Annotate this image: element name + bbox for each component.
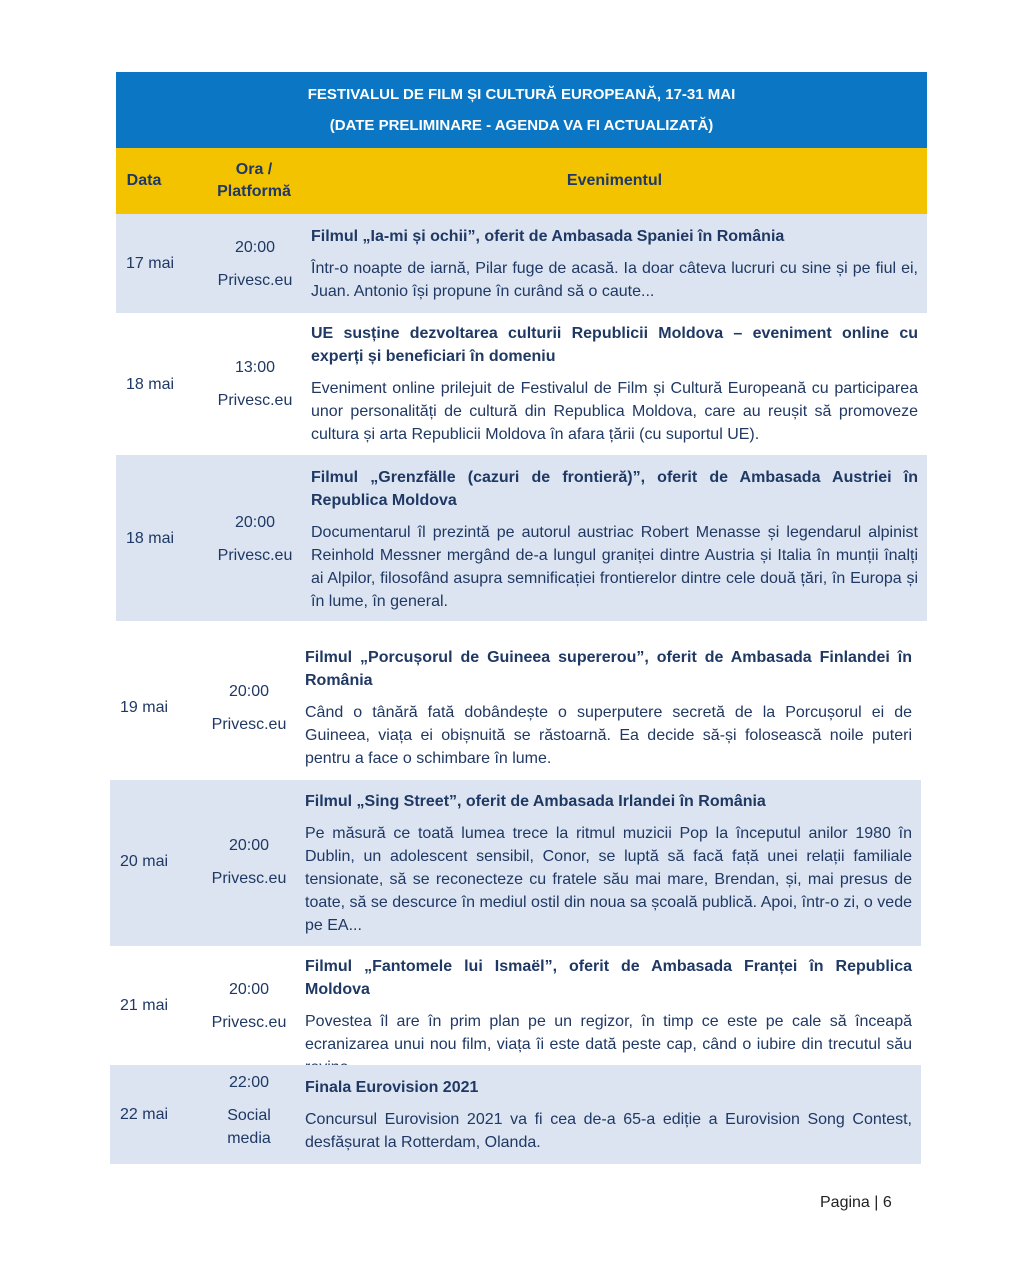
agenda-title: FESTIVALUL DE FILM ȘI CULTURĂ EUROPEANĂ, 17-31 MAI — [307, 86, 736, 103]
row-time — [204, 1071, 294, 1150]
event-title: Filmul „Porcușorul de Guineea supererou”, oferit de Ambasada Finlandei în România — [305, 649, 912, 689]
row-time — [210, 351, 300, 417]
row-time-hour: 20:00 — [228, 683, 270, 700]
row-event — [311, 322, 918, 446]
event-title: Filmul „Grenzfälle (cazuri de frontieră)”, oferit de Ambasada Austriei în Republica Moldova — [311, 469, 918, 509]
row-event — [305, 955, 912, 1079]
column-header-time — [204, 148, 304, 214]
row-event — [311, 225, 918, 303]
row-platform: Privesc.eu — [217, 547, 293, 564]
row-time — [204, 675, 294, 741]
event-description: Într-o noapte de iarnă, Pilar fuge de acasă. Ia doar câteva lucruri cu sine și pe fiul ei, Juan. Antonio își propune în curând să o caute... — [311, 260, 918, 300]
row-date: 20 mai — [120, 853, 169, 870]
column-header-date: Data — [126, 172, 162, 189]
column-header-time-line1: Ora / — [235, 161, 273, 178]
row-time-hour: 20:00 — [228, 837, 270, 854]
agenda-title-banner — [116, 72, 927, 148]
event-description: Concursul Eurovision 2021 va fi cea de-a 65-a ediție a Eurovision Song Contest, desfășurat la Rotterdam, Olanda. — [305, 1111, 912, 1151]
event-title: Filmul „Sing Street”, oferit de Ambasada Irlandei în România — [305, 793, 766, 810]
row-event — [305, 646, 912, 770]
row-date: 21 mai — [120, 997, 169, 1014]
event-description: Pe măsură ce toată lumea trece la ritmul muzicii Pop la începutul anilor 1980 în Dublin, un adolescent sensibil, Conor, se luptă să facă față unei relații familiale tensionate, să se reconecteze cu fratele său mai mare, Brendan, și, mai presus de toate, să se descurce în mediul ostil din noua sa școală publică. Apoi, într-o zi, o vede pe EA... — [305, 825, 912, 934]
agenda-subtitle: (DATE PRELIMINARE - AGENDA VA FI ACTUALIZATĂ) — [329, 117, 714, 134]
row-platform: Social media — [227, 1107, 271, 1147]
row-platform: Privesc.eu — [217, 272, 293, 289]
row-time-hour: 20:00 — [234, 239, 276, 256]
row-event — [305, 1076, 912, 1154]
row-platform: Privesc.eu — [217, 392, 293, 409]
row-time — [210, 506, 300, 572]
row-time-hour: 13:00 — [234, 359, 276, 376]
column-header-event: Evenimentul — [566, 172, 663, 189]
row-event — [311, 466, 918, 613]
row-date: 19 mai — [120, 699, 169, 716]
row-time — [204, 973, 294, 1039]
row-time-hour: 22:00 — [228, 1074, 270, 1091]
event-title: UE susține dezvoltarea culturii Republicii Moldova – eveniment online cu experți și beneficiari în domeniu — [311, 325, 918, 365]
event-title: Finala Eurovision 2021 — [305, 1079, 479, 1096]
row-event — [305, 790, 912, 937]
event-title: Filmul „Ia-mi și ochii”, oferit de Ambasada Spaniei în România — [311, 228, 785, 245]
row-platform: Privesc.eu — [211, 716, 287, 733]
row-time-hour: 20:00 — [228, 981, 270, 998]
event-description: Când o tânără fată dobândește o superputere secretă de la Porcușorul ei de Guineea, viața ei obișnuită se răstoarnă. Ea decide să-și folosească noile puteri pentru a face o schimbare în lume. — [305, 704, 912, 767]
row-date: 18 mai — [126, 530, 175, 547]
row-time — [210, 231, 300, 297]
event-title: Filmul „Fantomele lui Ismaël”, oferit de Ambasada Franței în Republica Moldova — [305, 958, 912, 998]
event-description: Povestea îl are în prim plan pe un regizor, în timp ce este pe cale să înceapă ecranizarea unui nou film, viața îi este dată peste cap, când o iubire din trecutul său — [305, 1013, 912, 1053]
row-date: 18 mai — [126, 376, 175, 393]
row-time-hour: 20:00 — [234, 514, 276, 531]
column-header-time-line2: Platformă — [217, 183, 291, 200]
table-header-row — [116, 148, 927, 214]
row-date: 22 mai — [120, 1106, 169, 1123]
page-number: Pagina | 6 — [820, 1194, 892, 1211]
row-platform: Privesc.eu — [211, 1014, 287, 1031]
row-platform: Privesc.eu — [211, 870, 287, 887]
event-description: Eveniment online prilejuit de Festivalul de Film și Cultură Europeană cu participarea unor personalități de cultură din Republica Moldova, care au reușit să promoveze cultura și arta Republicii Moldova în afara țării (cu suportul UE). — [311, 380, 918, 443]
row-time — [204, 829, 294, 895]
event-description: Documentarul îl prezintă pe autorul austriac Robert Menasse și legendarul alpinist Reinhold Messner mergând de-a lungul graniței dintre Austria și Italia în munții înalți ai Alpilor, filosofând asupra semnificației frontierelor dintre cele două țări, în Europa și în lume, în general. — [311, 524, 918, 610]
row-date: 17 mai — [126, 255, 175, 272]
